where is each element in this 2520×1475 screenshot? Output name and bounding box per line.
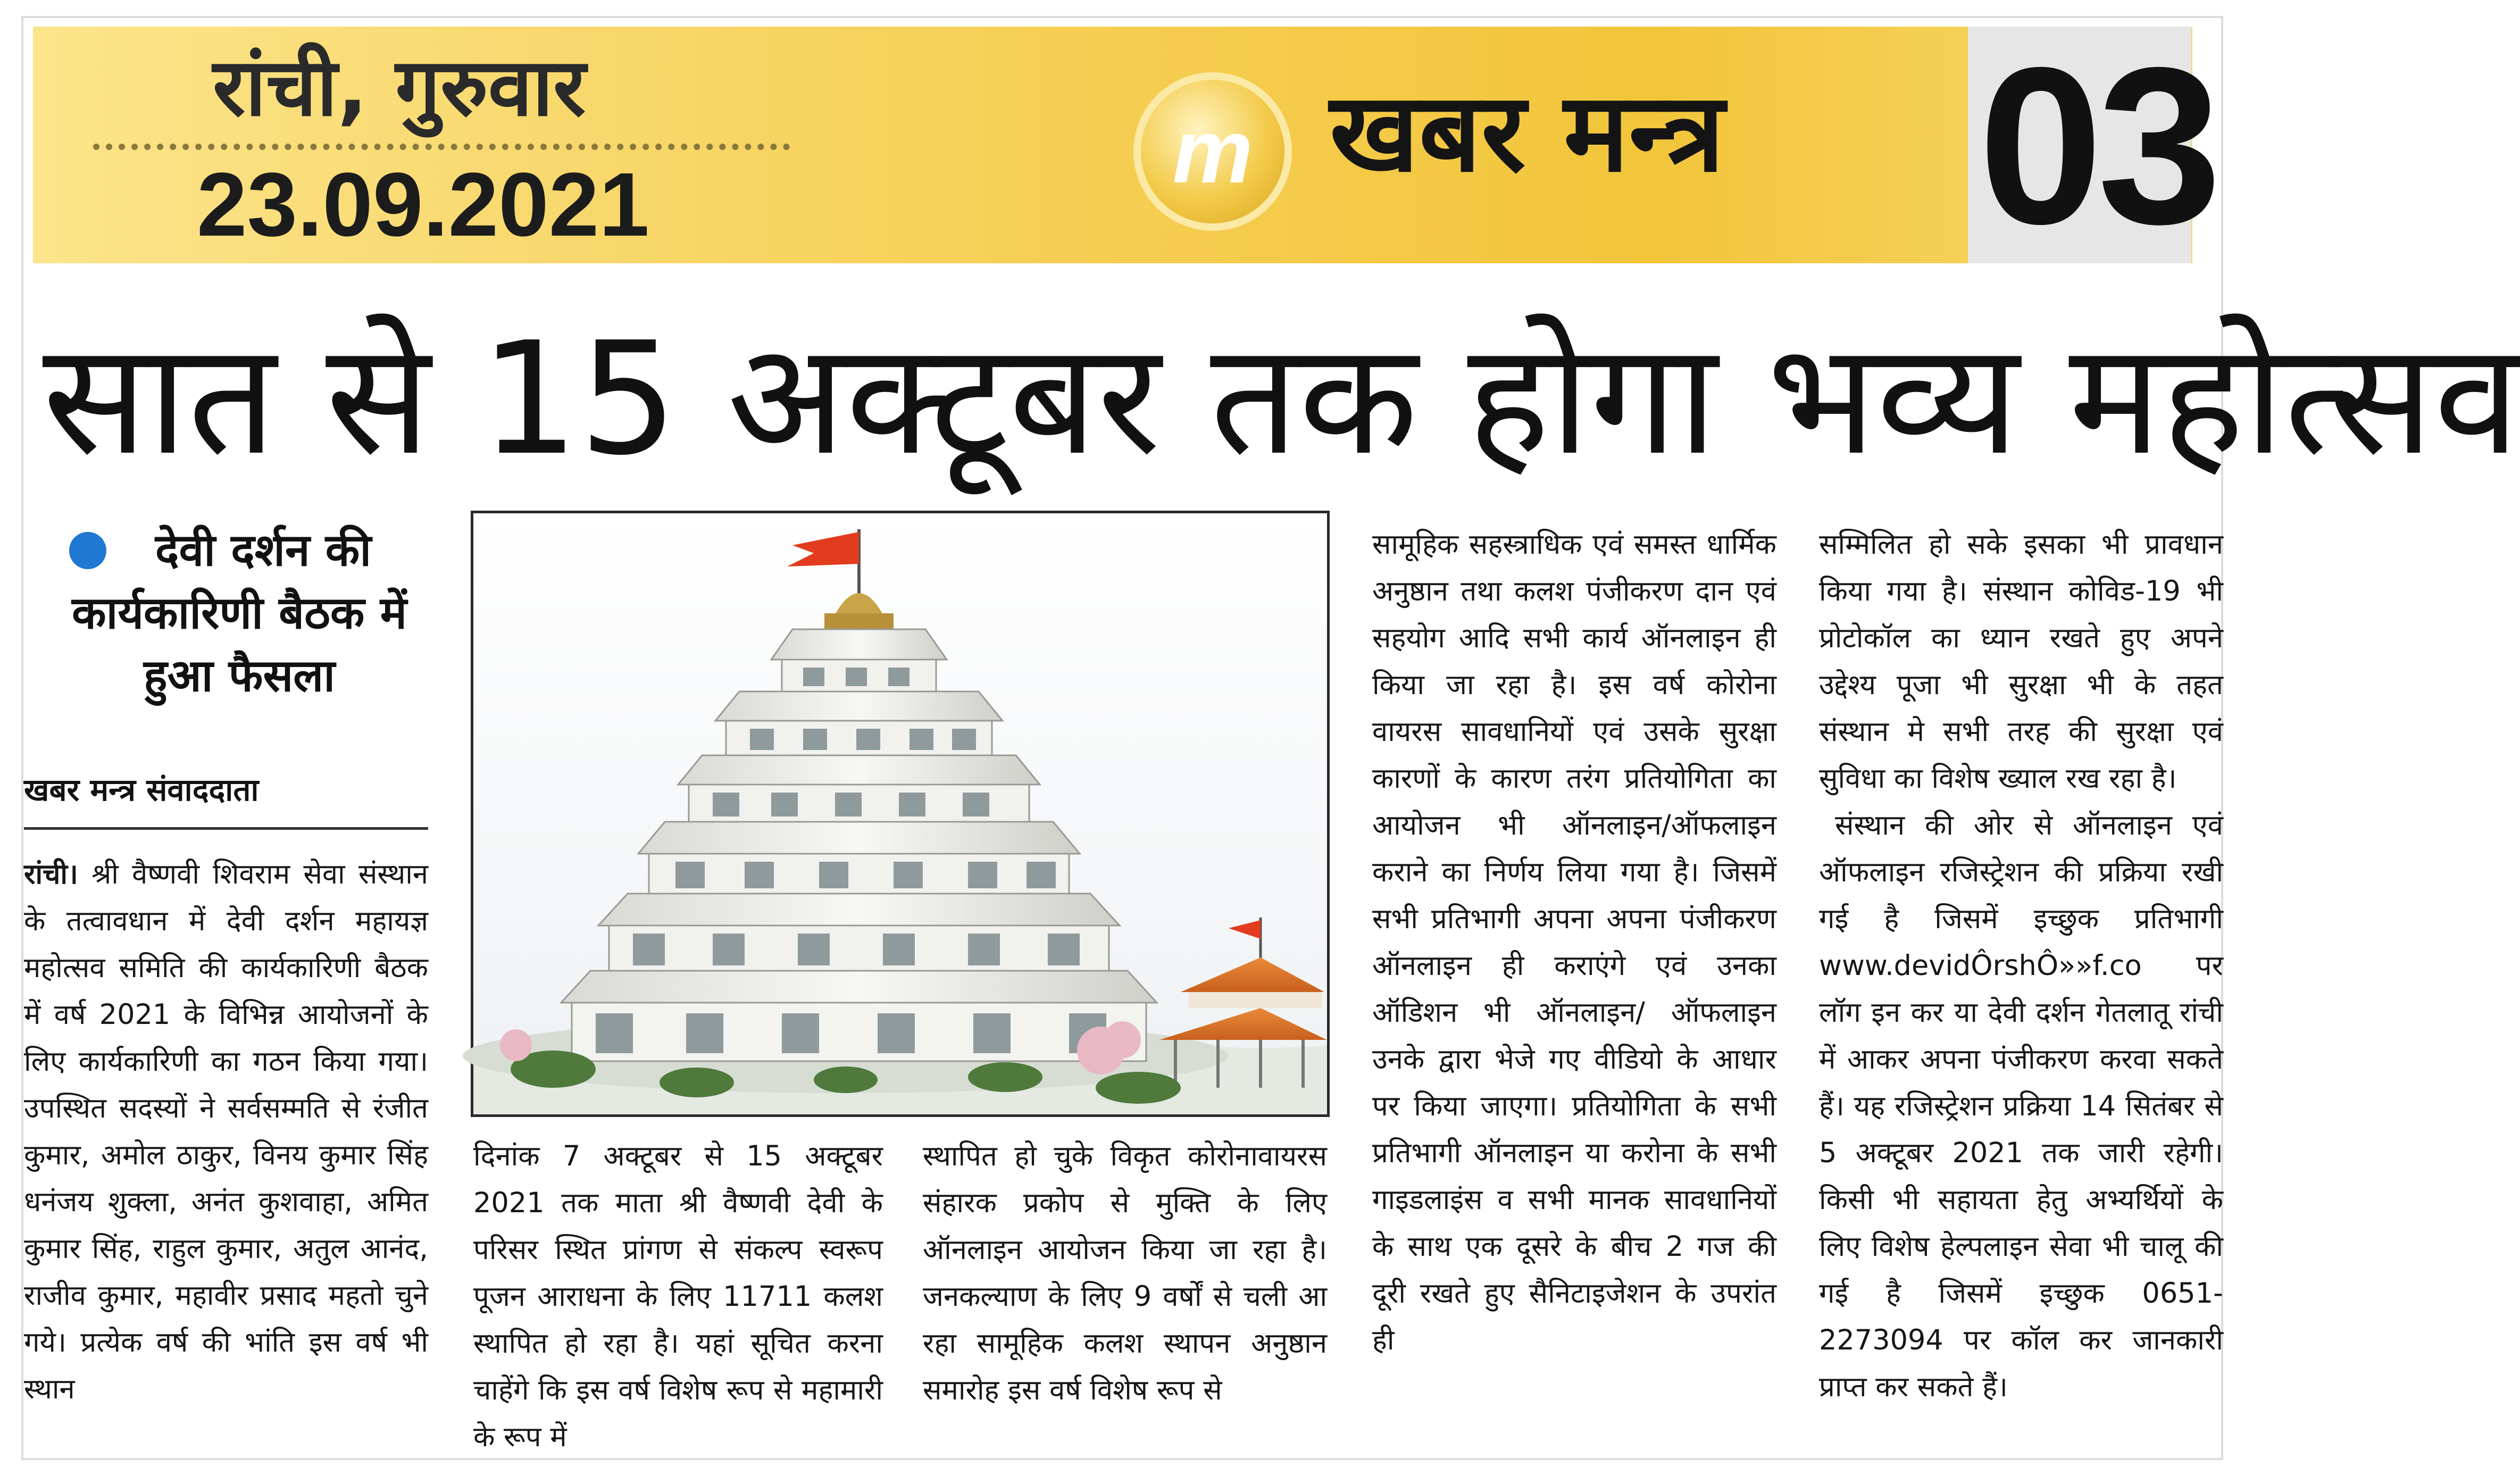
article-column-1 xyxy=(24,851,428,1452)
masthead-city-day: रांची, गुरुवार xyxy=(213,41,586,134)
article-column-5-paragraph-2: संस्थान की ओर से ऑनलाइन एवं ऑफलाइन रजिस्ट्रेशन की प्रक्रिया रखी गई है जिसमें इच्छुक प्रतिभागी www.devidÔrshÔ»»f.co पर लॉग इन कर या देवी दर्शन गेतलातू रांची में आकर अपना पंजीकरण करवा सकते हैं। यह रजिस्ट्रेशन प्रक्रिया 14 सितंबर से 5 अक्टूबर 2021 तक जारी रहेगी। किसी भी सहायता हेतु अभ्यर्थियों के लिए विशेष हेल्पलाइन सेवा भी चालू की गई है जिसमें इच्छुक 0651-2273094 पर कॉल कर जानकारी प्राप्त कर सकते हैं। xyxy=(1819,809,2223,1403)
newspaper-logo-letter: m xyxy=(1172,101,1253,202)
article-column-4-text: सामूहिक सहस्त्राधिक एवं समस्त धार्मिक अनुष्ठान तथा कलश पंजीकरण दान एवं सहयोग आदि सभी कार्य ऑनलाइन ही किया जा रहा है। इस वर्ष कोरोना वायरस सावधानियों एवं उसके सुरक्षा कारणों के कारण तरंग प्रतियोगिता का आयोजन भी ऑनलाइन/ऑफलाइन कराने का निर्णय लिया गया है। जिसमें सभी प्रतिभागी अपना अपना पंजीकरण ऑनलाइन ही कराएंगे एवं उनका ऑडिशन भी ऑनलाइन/ ऑफलाइन उनके द्वारा भेजे गए वीडियो के आधार पर किया जाएगा। प्रतियोगिता के सभी प्रतिभागी ऑनलाइन या करोना के सभी गाइडलाइंस व सभी मानक सावधानियों के साथ एक दूसरे के बीच 2 गज की दूरी रखते हुए सैनिटाइजेशन के उपरांत ही xyxy=(1372,528,1776,1356)
masthead-date: 23.09.2021 xyxy=(197,154,649,255)
byline-divider xyxy=(24,827,428,830)
article-dateline: रांची। xyxy=(24,858,78,890)
article-column-5-paragraph-1: सम्मिलित हो सके इसका भी प्रावधान किया गया है। संस्थान कोविड-19 भी प्रोटोकॉल का ध्यान रखते हुए अपने उद्देश्य पूजा भी सुरक्षा भी के तहत संस्थान मे सभी तरह की सुरक्षा एवं सुविधा का विशेष ख्याल रख रहा है। xyxy=(1819,528,2223,795)
subheading-text: देवी दर्शन की कार्यकारिणी बैठक में हुआ फैसला xyxy=(72,524,407,702)
temple-photo xyxy=(471,511,1330,1117)
article-column-2-text: दिनांक 7 अक्टूबर से 15 अक्टूबर 2021 तक माता श्री वैष्णवी देवी के परिसर स्थित प्रांगण से संकल्प स्वरूप पूजन आराधना के लिए 11711 कलश स्थापित हो रहा है। यहां सूचित करना चाहेंगे कि इस वर्ष विशेष रूप से महामारी के रूप में xyxy=(473,1140,883,1453)
article-column-3-text: स्थापित हो चुके विकृत कोरोनावायरस संहारक प्रकोप से मुक्ति के लिए ऑनलाइन आयोजन किया जा रहा है। जनकल्याण के लिए 9 वर्षों से चली आ रहा सामूहिक कलश स्थापन अनुष्ठान समारोह इस वर्ष विशेष रूप से xyxy=(923,1140,1327,1406)
masthead-dotted-separator xyxy=(93,144,790,150)
subheading xyxy=(32,519,447,707)
page-headline: सात से 15 अक्टूबर तक होगा भव्य महोत्सव xyxy=(43,309,2520,489)
article-column-4 xyxy=(1372,521,1776,1364)
page-number: 03 xyxy=(1979,21,2217,271)
article-column-2 xyxy=(473,1133,883,1461)
article-column-5 xyxy=(1819,521,2223,1411)
article-column-3 xyxy=(923,1133,1327,1414)
newspaper-name: खबर मन्त्र xyxy=(1330,70,1725,196)
article-column-1-text: श्री वैष्णवी शिवराम सेवा संस्थान के तत्वावधान में देवी दर्शन महायज्ञ महोत्सव समिति की कार्यकारिणी बैठक में वर्ष 2021 के विभिन्न आयोजनों के लिए कार्यकारिणी का गठन किया गया। उपस्थित सदस्यों ने सर्वसम्मति से रंजीत कुमार, अमोल ठाकुर, विनय कुमार सिंह धनंजय शुक्ला, अनंत कुशवाहा, अमित कुमार सिंह, राहुल कुमार, अतुल आनंद, राजीव कुमार, महावीर प्रसाद महतो चुने गये। प्रत्येक वर्ष की भांति इस वर्ष भी स्थान xyxy=(24,858,428,1405)
temple-illustration-icon xyxy=(473,513,1327,1114)
byline: खबर मन्त्र संवाददाता xyxy=(24,772,259,808)
